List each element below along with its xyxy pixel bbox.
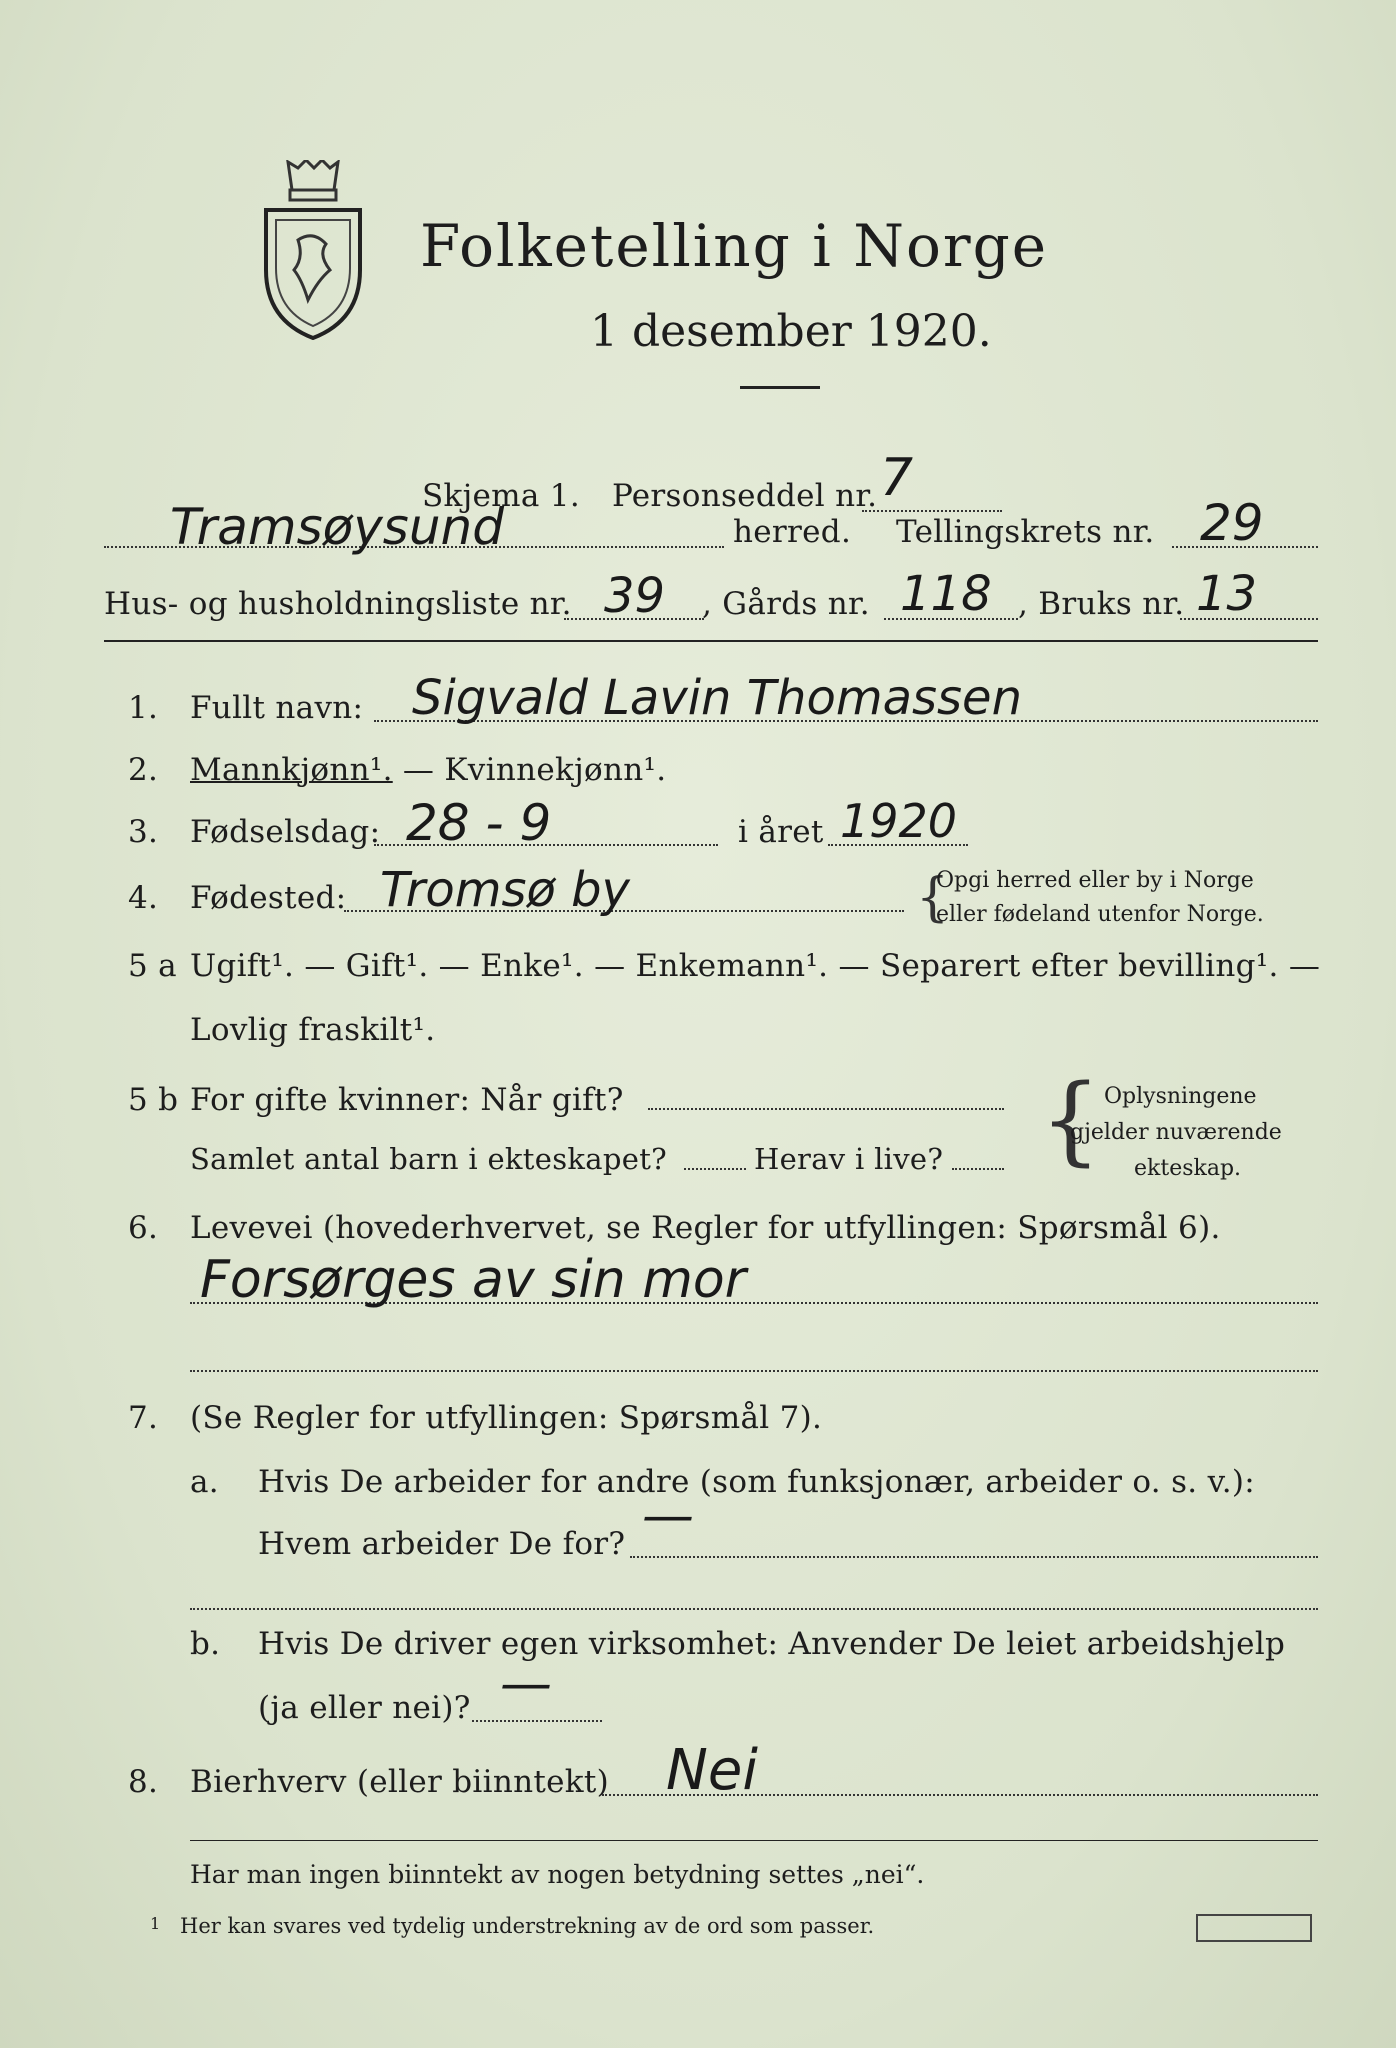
gards-label: , Gårds nr. bbox=[702, 586, 870, 622]
marriage-note-2: gjelder nuværende bbox=[1070, 1120, 1282, 1145]
gender-line: Mannkjønn¹. — Kvinnekjønn¹. bbox=[190, 752, 667, 788]
birthyear-value: 1920 bbox=[840, 794, 958, 848]
married-women-label: For gifte kvinner: Når gift? bbox=[190, 1082, 624, 1118]
footnote: Her kan svares ved tydelig understrekning av de ord som passer. bbox=[180, 1914, 875, 1938]
title-divider bbox=[740, 386, 820, 389]
employment-label: (Se Regler for utfyllingen: Spørsmål 7). bbox=[190, 1400, 823, 1436]
hired-help-value: — bbox=[500, 1654, 552, 1714]
birthdate-value: 28 - 9 bbox=[406, 794, 552, 852]
personseddel-label: Personseddel nr. bbox=[612, 478, 878, 514]
marital-status-line-2: Lovlig fraskilt¹. bbox=[190, 1012, 436, 1048]
birthplace-label: Fødested: bbox=[190, 880, 347, 916]
gender-female: Kvinnekjønn¹. bbox=[444, 752, 667, 788]
birthplace-value: Tromsø by bbox=[380, 862, 630, 918]
employer-label: Hvem arbeider De for? bbox=[258, 1526, 626, 1562]
full-name-value: Sigvald Lavin Thomassen bbox=[412, 670, 1022, 726]
employer-value: — bbox=[642, 1486, 694, 1546]
children-total-label: Samlet antal barn i ekteskapet? bbox=[190, 1142, 667, 1176]
personseddel-value: 7 bbox=[880, 448, 914, 508]
no-income-note: Har man ingen biinntekt av nogen betydning settes „nei“. bbox=[190, 1860, 925, 1889]
herred-value: Tramsøysund bbox=[170, 498, 504, 556]
form-title: Folketelling i Norge bbox=[420, 212, 1049, 280]
footer-divider bbox=[190, 1840, 1318, 1841]
form-date: 1 desember 1920. bbox=[590, 306, 992, 357]
occupation-value: Forsørges av sin mor bbox=[200, 1250, 747, 1310]
gender-male: Mannkjønn¹. bbox=[190, 752, 393, 788]
birthdate-label: Fødselsdag: bbox=[190, 814, 381, 850]
printer-stamp bbox=[1196, 1914, 1312, 1942]
gards-value: 118 bbox=[900, 566, 992, 622]
marriage-note-1: Oplysningene bbox=[1104, 1084, 1257, 1109]
side-income-value: Nei bbox=[666, 1738, 758, 1803]
self-employed-question: Hvis De driver egen virksomhet: Anvender De leiet arbeidshjelp bbox=[258, 1626, 1286, 1662]
marital-status-line-1: Ugift¹. — Gift¹. — Enke¹. — Enkemann¹. — Separert efter bevilling¹. — bbox=[190, 948, 1321, 984]
side-income-label: Bierhverv (eller biinntekt) bbox=[190, 1764, 610, 1800]
herred-label: herred. bbox=[733, 514, 852, 550]
hired-help-label: (ja eller nei)? bbox=[258, 1690, 471, 1726]
birthplace-note-2: eller fødeland utenfor Norge. bbox=[936, 902, 1264, 927]
birthyear-label: i året bbox=[738, 814, 824, 850]
hus-label: Hus- og husholdningsliste nr. bbox=[104, 586, 572, 622]
children-alive-label: Herav i live? bbox=[754, 1142, 944, 1176]
hus-value: 39 bbox=[604, 568, 666, 624]
coat-of-arms-icon bbox=[258, 160, 368, 340]
tellingskrets-label: Tellingskrets nr. bbox=[896, 514, 1155, 550]
birthplace-note-1: Opgi herred eller by i Norge bbox=[936, 868, 1254, 893]
bruks-label: , Bruks nr. bbox=[1018, 586, 1185, 622]
schema-label: Skjema 1. bbox=[422, 478, 580, 514]
header-divider bbox=[104, 640, 1318, 642]
census-form: Folketelling i Norge 1 desember 1920. Skjema 1. Personseddel nr. 7 Tramsøysund herred. Tellingskrets nr. 29 Hus- og husholdningsliste nr. 39 , Gårds nr. 118 , Bruks nr. 13 1. Fullt navn: Sigvald Lavin Thomassen 2. Mannkjønn¹. — Kvinnekjønn¹. 3. Fødselsdag: 28 - 9 i året 1920 4. Fødested: Tromsø by { Opgi herred eller by i Norge eller fødeland utenfor Norge. 5 a Ugift¹. — Gift¹. — Enke¹. — Enkemann¹. — Separert efter bevilling¹. — Lovlig fraskilt¹. 5 b For gifte kvinner: Når gift? Samlet antal barn i ekteskapet? Herav i live? { Oplysningene gjelder nuværende ekteskap. 6. Levevei (hovederhvervet, se Regler for utfyllingen: Spørsmål 6). Forsørges av sin mor 7. (Se Regler for utfyllingen: Spørsmål 7). a. Hvis De arbeider for andre (som funksjonær, arbeider o. s. v.): Hvem arbeider De for? — b. Hvis De driver egen virksomhet: Anvender De leiet arbeidshjelp (ja eller nei)? — 8. Bierhverv (eller biinntekt) Nei Har man ingen biinntekt av nogen betydning settes „nei“. 1 Her kan svares ved tydelig understrekning av de ord som passer. bbox=[0, 0, 1396, 2048]
marriage-note-3: ekteskap. bbox=[1134, 1156, 1242, 1181]
occupation-label: Levevei (hovederhvervet, se Regler for utfyllingen: Spørsmål 6). bbox=[190, 1210, 1221, 1246]
bruks-value: 13 bbox=[1196, 566, 1258, 622]
employer-question: Hvis De arbeider for andre (som funksjonær, arbeider o. s. v.): bbox=[258, 1464, 1256, 1500]
tellingskrets-value: 29 bbox=[1200, 494, 1264, 552]
full-name-label: Fullt navn: bbox=[190, 690, 364, 726]
